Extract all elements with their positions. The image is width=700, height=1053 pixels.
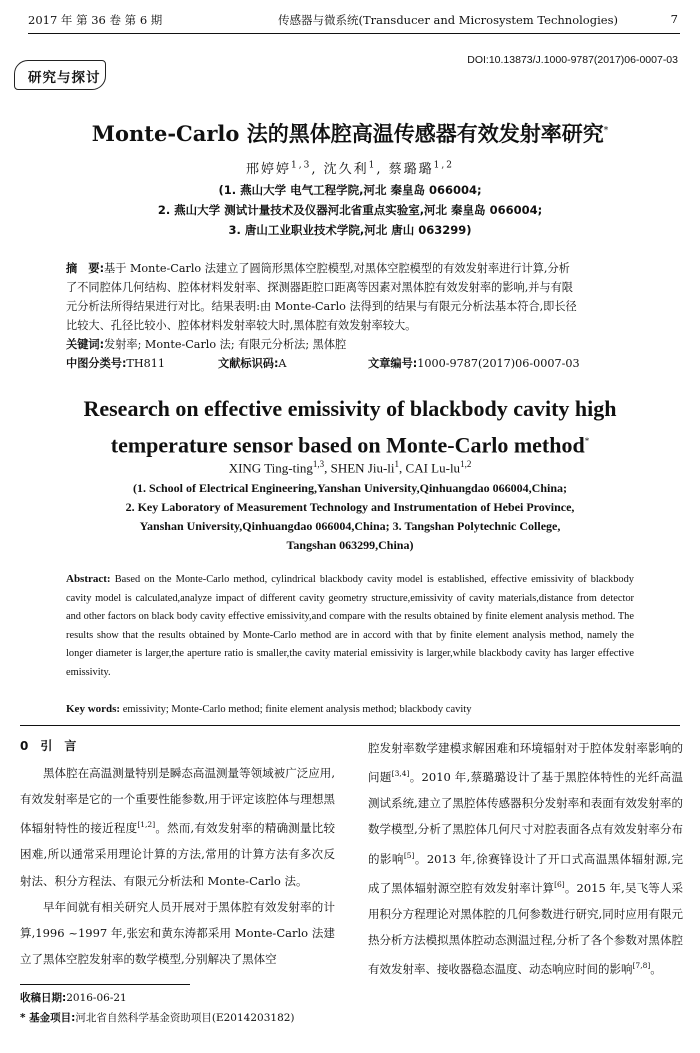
cn-abstract-line: 元分析法所得结果进行对比。结果表明:由 Monte-Carlo 法得到的结果与有限元分析法基本符合,即长径 [66,300,577,313]
body-text: 。然而,有效发射率的精确测量比较困难,所以通常采用理论计算的方法,常用的计算方法有多次反射法、积分方程法、有限元分析法和 Monte-Carlo 法。 [20,821,336,888]
received-date [20,990,127,1005]
en-title-line2: temperature sensor based on Monte-Carlo method [110,432,585,458]
en-keywords [66,703,471,715]
clc-value: TH811 [126,357,165,370]
citation: [6] [554,879,565,889]
en-title [0,392,700,461]
body-text: 。 [650,961,662,976]
article-no-label: 文章编号: [368,357,418,370]
cn-keywords-value: 发射率; Monte-Carlo 法; 有限元分析法; 黑体腔 [104,338,347,351]
author-name: 邢婷婷 [246,162,292,177]
citation: [5] [403,850,415,860]
body-text: 。2010 年,蔡璐璐设计了基于黑腔体特性的光纤高温测试系统,建立了黑腔体传感器积分发射率和表面有效发射率的数学模型,分析了黑腔体几何尺寸对腔表面各点有效发射率分布的影响 [368,770,684,866]
clc-label: 中图分类号: [66,357,127,370]
footnote-rule [20,984,190,985]
body-paragraph [368,735,683,982]
section-rule [20,725,680,726]
cn-article-no [368,355,580,371]
received-label: 收稿日期: [20,992,67,1004]
fund-label: * 基金项目: [20,1012,76,1024]
cn-title-text: Monte-Carlo 法的黑体腔高温传感器有效发射率研究 [91,121,604,146]
cn-abstract-label: 摘 要: [66,262,105,275]
cn-affiliation: (1. 燕山大学 电气工程学院,河北 秦皇岛 066004; [218,183,482,197]
article-no-value: 1000-9787(2017)06-0007-03 [417,357,580,370]
journal-name: 传感器与微系统(Transducer and Microsystem Technologies) [278,13,618,27]
author-sup: 1,3 [291,160,312,171]
author-sup: 1 [368,160,377,171]
fund-info [20,1010,295,1025]
en-title-mark: * [584,436,590,446]
en-abstract [66,570,634,683]
en-authors: XING Ting-ting$^{1,3}$, SHEN Jiu-$li^1$, CAI Lu-lu$^{1,2}$ [228,459,472,476]
doi: DOI:10.13873/J.1000-9787(2017)06-0007-03 [467,54,678,66]
en-keywords-value: emissivity; Monte-Carlo method; finite element analysis method; blackbody cavity [122,704,472,715]
en-title-line1: Research on effective emissivity of blackbody cavity high [83,396,617,421]
cn-abstract-line: 比较大、孔径比较小、腔体材料发射率较大时,黑体腔有效发射率较大。 [66,319,417,332]
author-name: XING Ting-ting [228,460,313,476]
author-sup: 1,2 [460,459,472,469]
body-paragraph [20,760,335,894]
author-sup: 1,2 [433,160,454,171]
citation: [3,4] [391,769,410,779]
author-sup: 1,3 [312,459,325,469]
header-rule [28,33,680,34]
author-sup: 1 [394,459,400,469]
received-value: 2016-06-21 [66,992,127,1004]
cn-doc-code [218,355,287,371]
cn-classification [66,355,165,371]
section-tag-label: 研究与探讨 [28,70,101,86]
en-abstract-text: Based on the Monte-Carlo method, cylindrical blackbody cavity model is established, effective emissivity of blackbody cavity model is calculated,analyze impact of different cavity geometry structure,emissivity of cavity materials,distance from detector and other factors on black body cavity effective emissivity,and compare with the results obtained by finite element analysis method. The results show that the results obtained by Monte-Carlo method are in accord with that by finite element analysis method, namely the longer diameter is larger,the aperture ratio is smaller,the cavity material emissivity is larger,while blackbody cavity has larger effective emissivity. [66,574,635,678]
cn-abstract-line: 基于 Monte-Carlo 法建立了圆筒形黑体空腔模型,对黑体空腔模型的有效发射率进行计算,分析 [104,262,570,275]
author-name: CAI Lu-lu [405,460,461,476]
section-heading: 0 引 言 [20,739,77,753]
citation: [1,2] [137,820,156,830]
en-affiliation: Yanshan University,Qinhuangdao 066004,China; 3. Tangshan Polytechnic College, [139,519,561,533]
running-header [28,12,678,32]
section-tag [14,60,106,90]
citation: [7,8] [632,961,651,971]
body-paragraph: 早年间就有相关研究人员开展对于黑体腔有效发射率的计算,1996 ~1997 年,张宏和黄东涛都采用 Monte-Carlo 法建立了黑体空腔发射率的数学模型,分别解决了黑体空 [20,899,335,967]
doc-code-value: A [278,357,287,370]
body-left-column [20,760,335,972]
en-affiliation: 2. Key Laboratory of Measurement Technology and Instrumentation of Hebei Province, [125,500,575,514]
cn-keywords [66,336,346,352]
cn-keywords-label: 关键词: [66,338,105,351]
body-text: 腔发射率数学建模求解困难和环境辐射对于腔体发射率影响的问题 [368,741,683,785]
page-number: 7 [670,12,678,26]
cn-abstract-line: 了不同腔体几何结构、腔体材料发射率、探测器距腔口距离等因素对黑体腔有效发射率的影响,并与有限 [66,281,573,294]
body-text: 。2015 年,吴飞等人采用积分方程理论对黑体腔的几何参数进行研究,同时应用有限元热分析方法模拟黑体腔动态测温过程,分析了各个参数对黑体腔有效发射率、接收器稳态温度、动态响应时间的影响 [368,880,683,976]
cn-affiliation: 2. 燕山大学 测试计量技术及仪器河北省重点实验室,河北 秦皇岛 066004; [157,203,543,217]
author-name: 沈久利 [323,162,369,177]
en-affiliation: (1. School of Electrical Engineering,Yanshan University,Qinhuangdao 066004,China; [132,481,568,495]
issue-info: 2017 年 第 36 卷 第 6 期 [28,13,163,27]
cn-title-mark: * [603,126,609,136]
cn-affiliation: 3. 唐山工业职业技术学院,河北 唐山 063299) [228,223,472,237]
cn-authors: 邢婷婷$^{1,3}$, 沈久利$^1$, 蔡璐璐$^{1,2}$ [246,160,454,177]
cn-title [0,118,700,148]
author-name: SHEN Jiu-li [330,460,395,476]
en-abstract-label: Abstract: [66,573,111,585]
body-text: 黑体腔在高温测量特别是瞬态高温测量等领域被广泛应用,有效发射率是它的一个重要性能参数,用于评定该腔体与理想黑体辐射特性的接近程度 [20,766,335,836]
cn-abstract [66,259,634,335]
body-right-column [368,735,683,982]
body-text: 。2013 年,徐赛锋设计了开口式高温黑体辐射源,完成了黑体辐射源空腔有效发射率计算 [368,851,684,895]
doc-code-label: 文献标识码: [218,357,279,370]
author-name: 蔡璐璐 [388,162,434,177]
en-keywords-label: Key words: [66,703,121,715]
fund-value: 河北省自然科学基金资助项目(E2014203182) [75,1012,295,1024]
en-affiliation: Tangshan 063299,China) [286,538,414,552]
